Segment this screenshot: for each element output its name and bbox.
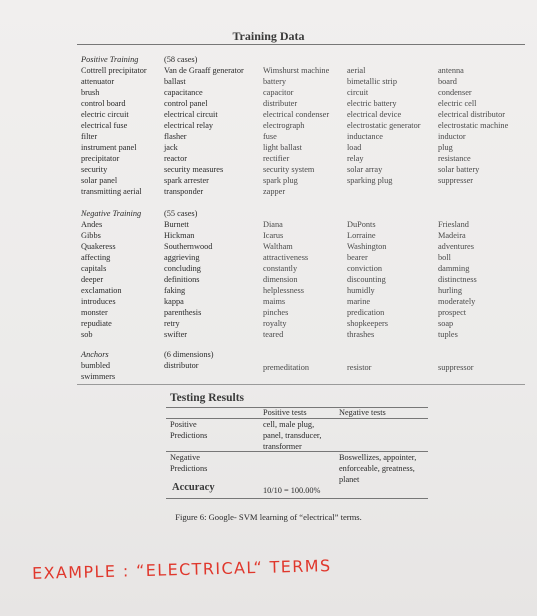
positive-col-4	[347, 65, 420, 186]
negative-col-1	[81, 219, 122, 340]
term-entry: prospect	[438, 308, 467, 317]
negative-col-5	[438, 219, 477, 340]
term-entry: precipitator	[81, 154, 120, 163]
accuracy-label: Accuracy	[172, 482, 215, 493]
term-entry: inductor	[438, 132, 466, 141]
term-entry: transformer	[263, 442, 302, 451]
figure-caption: Figure 6: Google- SVM learning of “electrical” terms.	[175, 512, 362, 522]
term-entry: discounting	[347, 275, 386, 284]
training-data-title: Training Data	[232, 29, 305, 43]
term-entry: repudiate	[81, 319, 112, 328]
negative-predictions-negative-tests	[339, 452, 416, 485]
positive-predictions-label	[170, 419, 207, 441]
term-entry: Waltham	[263, 242, 293, 251]
term-entry: capacitance	[164, 88, 203, 97]
term-entry: concluding	[164, 264, 201, 273]
term-entry: battery	[263, 77, 287, 86]
anchor-item: resistor	[347, 363, 372, 372]
term-entry: monster	[81, 308, 108, 317]
term-entry: capitals	[81, 264, 107, 273]
term-entry: kappa	[164, 297, 184, 306]
term-entry: attractiveness	[263, 253, 309, 262]
term-entry: sob	[81, 330, 93, 339]
term-entry: load	[347, 143, 362, 152]
term-entry: aerial	[347, 66, 366, 75]
term-entry: solar battery	[438, 165, 480, 174]
positive-col-2	[164, 65, 244, 197]
term-entry: relay	[347, 154, 364, 163]
term-entry: introduces	[81, 297, 116, 306]
term-entry: aggrieving	[164, 253, 200, 262]
term-entry: retry	[164, 319, 180, 328]
term-entry: royalty	[263, 319, 287, 328]
handwritten-note: EXAMPLE : “ELECTRICAL“ TERMS	[31, 556, 332, 583]
anchors-label: Anchors	[81, 350, 109, 359]
term-entry: helplessness	[263, 286, 305, 295]
term-entry: inductance	[347, 132, 383, 141]
term-entry: security measures	[164, 165, 224, 174]
term-entry: definitions	[164, 275, 200, 284]
term-entry: ballast	[164, 77, 186, 86]
term-entry: soap	[438, 319, 454, 328]
term-entry: boll	[438, 253, 451, 262]
term-entry: electric cell	[438, 99, 477, 108]
term-entry: thrashes	[347, 330, 375, 339]
term-entry: brush	[81, 88, 100, 97]
term-entry: electrostatic machine	[438, 121, 509, 130]
term-entry: reactor	[164, 154, 188, 163]
testing-results-title: Testing Results	[170, 392, 245, 404]
term-entry: spark arrester	[164, 176, 209, 185]
term-entry: Burnett	[164, 220, 189, 229]
term-entry: marine	[347, 297, 371, 306]
term-entry: Hickman	[164, 231, 195, 240]
term-entry: capacitor	[263, 88, 294, 97]
term-entry: deeper	[81, 275, 104, 284]
term-entry: distinctness	[438, 275, 477, 284]
negative-col-2	[164, 219, 212, 340]
term-entry: humidly	[347, 286, 375, 295]
training-bottom-rule	[77, 384, 525, 385]
anchors-col-1	[81, 360, 115, 382]
term-entry: condenser	[438, 88, 472, 97]
term-entry: sparking plug	[347, 176, 393, 185]
term-entry: bimetallic strip	[347, 77, 398, 86]
positive-training-label: Positive Training	[81, 55, 139, 64]
positive-col-3	[263, 65, 329, 197]
term-entry: Diana	[263, 220, 283, 229]
term-entry: plug	[438, 143, 453, 152]
term-entry: Predictions	[170, 431, 208, 440]
term-entry: Lorraine	[347, 231, 376, 240]
term-entry: Gibbs	[81, 231, 101, 240]
term-entry: suppresser	[438, 176, 474, 185]
negative-col-3	[263, 219, 308, 340]
term-entry: electrical device	[347, 110, 402, 119]
term-entry: panel, transducer,	[263, 431, 322, 440]
accuracy-value: 10/10 = 100.00%	[263, 486, 321, 495]
term-entry: security	[81, 165, 108, 174]
term-entry: flasher	[164, 132, 187, 141]
term-entry: Wimshurst machine	[263, 66, 330, 75]
positive-col-5	[438, 65, 508, 186]
term-entry: Negative	[170, 453, 200, 462]
term-entry: electrostatic generator	[347, 121, 421, 130]
term-entry: electrical condenser	[263, 110, 330, 119]
term-entry: conviction	[347, 264, 383, 273]
term-entry: Washington	[347, 242, 387, 251]
term-entry: rectifier	[263, 154, 290, 163]
term-entry: adventures	[438, 242, 474, 251]
term-entry: pinches	[263, 308, 289, 317]
term-entry: zapper	[263, 187, 286, 196]
term-entry: solar array	[347, 165, 383, 174]
term-entry: affecting	[81, 253, 111, 262]
term-entry: resistance	[438, 154, 471, 163]
term-entry: damming	[438, 264, 470, 273]
term-entry: electric battery	[347, 99, 397, 108]
term-entry: Positive	[170, 420, 197, 429]
term-entry: Madeira	[438, 231, 466, 240]
negative-count: (55 cases)	[164, 209, 198, 218]
term-entry: control panel	[164, 99, 208, 108]
term-entry: Friesland	[438, 220, 469, 229]
header-negative-tests: Negative tests	[339, 408, 386, 417]
title-rule	[77, 44, 525, 45]
term-entry: electrograph	[263, 121, 305, 130]
anchor-item: suppressor	[438, 363, 474, 372]
term-entry: tuples	[438, 330, 458, 339]
term-entry: Andes	[81, 220, 103, 229]
term-entry: planet	[339, 475, 360, 484]
term-entry: board	[438, 77, 457, 86]
term-entry: bumbled	[81, 361, 111, 370]
term-entry: shopkeepers	[347, 319, 389, 328]
term-entry: constantly	[263, 264, 298, 273]
term-entry: maims	[263, 297, 286, 306]
positive-count: (58 cases)	[164, 55, 198, 64]
term-entry: teared	[263, 330, 284, 339]
term-entry: Cottrell precipitator	[81, 66, 147, 75]
term-entry: Quakeress	[81, 242, 116, 251]
term-entry: solar panel	[81, 176, 118, 185]
term-entry: transmitting aerial	[81, 187, 142, 196]
term-entry: instrument panel	[81, 143, 137, 152]
term-entry: Boswellizes, appointer,	[339, 453, 417, 462]
term-entry: attenuator	[81, 77, 115, 86]
negative-col-4	[347, 219, 388, 340]
header-positive-tests: Positive tests	[263, 408, 307, 417]
term-entry: exclamation	[81, 286, 122, 295]
term-entry: Icarus	[263, 231, 284, 240]
term-entry: circuit	[347, 88, 369, 97]
positive-col-1	[81, 65, 147, 197]
term-entry: Southernwood	[164, 242, 213, 251]
term-entry: DuPonts	[347, 220, 376, 229]
term-entry: electrical circuit	[164, 110, 218, 119]
term-entry: cell, male plug,	[263, 420, 315, 429]
negative-training-label: Negative Training	[81, 209, 142, 218]
term-entry: faking	[164, 286, 186, 295]
term-entry: parenthesis	[164, 308, 202, 317]
term-entry: antenna	[438, 66, 464, 75]
term-entry: electrical relay	[164, 121, 214, 130]
term-entry: hurling	[438, 286, 462, 295]
positive-predictions-positive-tests	[263, 419, 321, 452]
term-entry: security system	[263, 165, 315, 174]
term-entry: electrical fuse	[81, 121, 128, 130]
term-entry: swimmers	[81, 372, 116, 381]
anchor-item: distributor	[164, 361, 199, 370]
term-entry: Predictions	[170, 464, 208, 473]
term-entry: bearer	[347, 253, 368, 262]
term-entry: Van de Graaff generator	[164, 66, 244, 75]
term-entry: fuse	[263, 132, 277, 141]
term-entry: swifter	[164, 330, 188, 339]
term-entry: dimension	[263, 275, 298, 284]
negative-predictions-label	[170, 452, 207, 474]
term-entry: light ballast	[263, 143, 302, 152]
term-entry: electrical distributor	[438, 110, 506, 119]
term-entry: predication	[347, 308, 385, 317]
term-entry: filter	[81, 132, 98, 141]
term-entry: spark plug	[263, 176, 298, 185]
term-entry: transponder	[164, 187, 204, 196]
term-entry: enforceable, greatness,	[339, 464, 415, 473]
term-entry: electric circuit	[81, 110, 129, 119]
term-entry: jack	[164, 143, 178, 152]
term-entry: moderately	[438, 297, 476, 306]
term-entry: distributer	[263, 99, 298, 108]
anchors-count: (6 dimensions)	[164, 350, 214, 359]
testing-bottom-rule	[166, 498, 428, 499]
anchor-item: premeditation	[263, 363, 310, 372]
term-entry: control board	[81, 99, 126, 108]
